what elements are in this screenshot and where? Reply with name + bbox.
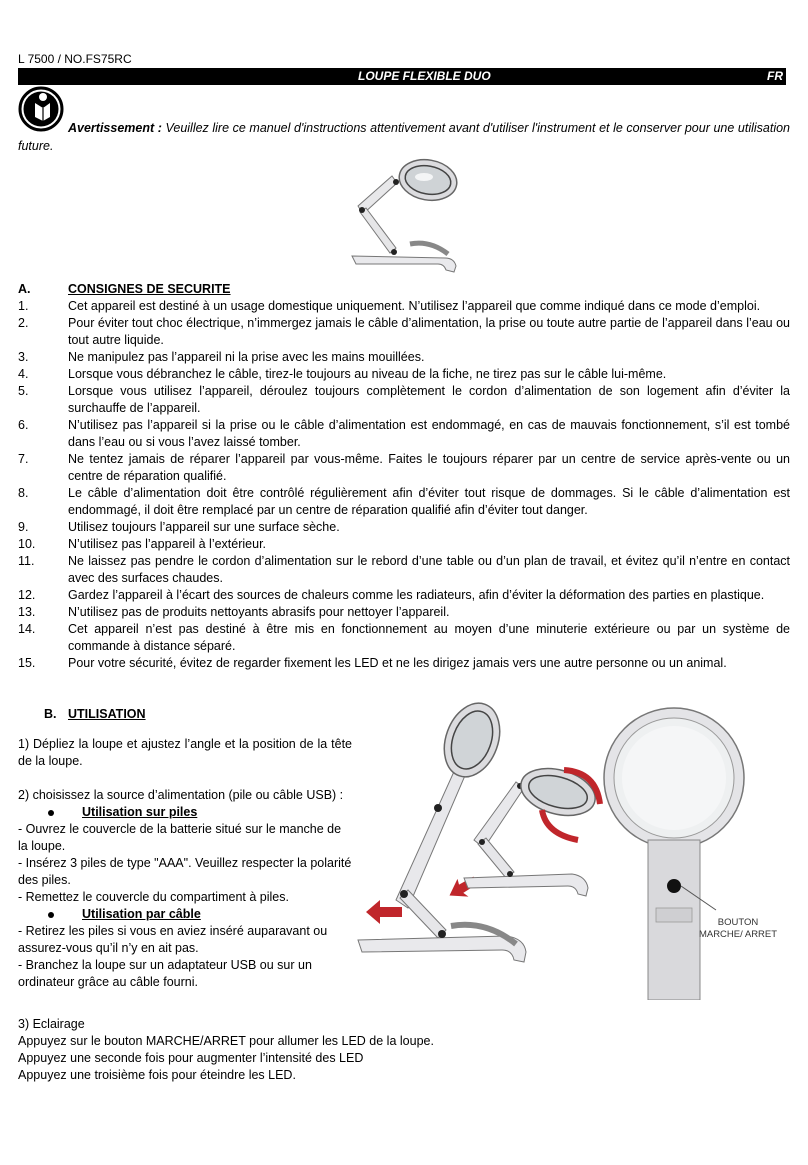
list-item: 14. Cet appareil n’est pas destiné à être mis en fonctionnement au moyen d’une minuterie extérieure ou par un système de commande à distance séparé. bbox=[18, 622, 790, 653]
lighting-step: Appuyez une troisième fois pour éteindre les LED. bbox=[18, 1068, 296, 1082]
adjusting-magnifier-image bbox=[464, 761, 600, 896]
list-item: 3. Ne manipulez pas l’appareil ni la prise avec les mains mouillées. bbox=[18, 350, 425, 364]
lighting-step: Appuyez sur le bouton MARCHE/ARRET pour allumer les LED de la loupe. bbox=[18, 1034, 434, 1048]
list-item: 9. Utilisez toujours l’appareil sur une surface sèche. bbox=[18, 520, 340, 534]
language-code: FR bbox=[767, 69, 783, 83]
list-item: 13. N’utilisez pas de produits nettoyants abrasifs pour nettoyer l’appareil. bbox=[18, 605, 450, 619]
step-3: 3) Eclairage bbox=[18, 1017, 85, 1031]
section-b-heading bbox=[18, 707, 318, 724]
title-bar bbox=[18, 68, 786, 85]
usage-instructions bbox=[18, 736, 352, 991]
safety-rules-list bbox=[18, 298, 790, 672]
section-a-letter: A. bbox=[18, 282, 31, 296]
model-number: L 7500 / NO.FS75RC bbox=[18, 52, 132, 66]
list-item: 1. Cet appareil est destiné à un usage domestique uniquement. N’utilisez l’appareil que comme indiqué dans ce mode d’emploi. bbox=[18, 299, 761, 313]
list-item: 12. Gardez l’appareil à l’écart des sources de chaleurs comme les radiateurs, afin d’éviter la déformation des parties en plastique. bbox=[18, 588, 765, 602]
button-callout bbox=[690, 917, 786, 941]
list-item: 2. Pour éviter tout choc électrique, n’immergez jamais le câble d’alimentation, la prise ou toute autre partie de l’appareil dans l’eau ou tout autre liquide. bbox=[18, 316, 790, 347]
warning-label: Avertissement : bbox=[68, 121, 162, 135]
section-a-title: CONSIGNES DE SECURITE bbox=[68, 282, 231, 296]
lighting-instructions bbox=[18, 1016, 798, 1084]
document-title: LOUPE FLEXIBLE DUO bbox=[358, 69, 491, 83]
magnifier-usage-illustration bbox=[356, 700, 796, 1000]
power-button-icon bbox=[667, 879, 681, 893]
list-item: 11. Ne laissez pas pendre le cordon d’alimentation sur le rebord d’une table ou d’un plan de travail, et évitez qu’il n’entre en contact avec des surfaces chaudes. bbox=[18, 554, 790, 585]
batteries-subheading: Utilisation sur piles bbox=[18, 804, 352, 821]
list-item: 7. Ne tentez jamais de réparer l’appareil par vous-même. Faites le toujours réparer par un centre de service après-vente ou un centre de réparation qualifié. bbox=[18, 452, 790, 483]
list-item: 15. Pour votre sécurité, évitez de regarder fixement les LED et ne les dirigez jamais vers une autre personne ou un animal. bbox=[18, 656, 727, 670]
warning-text: Veuillez lire ce manuel d'instructions attentivement avant d'utiliser l'instrument et le conserver pour une utilisation future. bbox=[18, 121, 790, 153]
list-item: 4. Lorsque vous débranchez le câble, tirez-le toujours au niveau de la fiche, ne tirez pas sur le câble lui-même. bbox=[18, 367, 667, 381]
folded-magnifier-image bbox=[350, 158, 460, 278]
list-item: 6. N’utilisez pas l’appareil si la prise ou le câble d’alimentation est endommagé, en cas de mauvais fonctionnement, s’il est tombé dans l’eau ou si vous l’avez laissé tomber. bbox=[18, 418, 790, 449]
section-b-title: UTILISATION bbox=[68, 707, 146, 721]
step-2: 2) choisissez la source d’alimentation (pile ou câble USB) : bbox=[18, 788, 344, 802]
cable-subheading: Utilisation par câble bbox=[18, 906, 352, 923]
bullet-icon bbox=[48, 810, 54, 816]
button-label-line-1: BOUTON bbox=[717, 917, 759, 928]
list-item: 10. N’utilisez pas l’appareil à l’extérieur. bbox=[18, 537, 267, 551]
cable-step: - Retirez les piles si vous en aviez inséré auparavant ou assurez-vous qu’il n’y en ait pas. bbox=[18, 924, 328, 955]
section-a-heading bbox=[18, 282, 318, 299]
battery-step: - Ouvrez le couvercle de la batterie situé sur le manche de la loupe. bbox=[18, 822, 342, 853]
unfolding-magnifier-image bbox=[358, 700, 526, 962]
list-item: 8. Le câble d’alimentation doit être contrôlé régulièrement afin d’éviter tout risque de dommages. Si le câble d’alimentation est endommagé, il doit être remplacé par un centre de réparation qualifié afin d’éviter tout danger. bbox=[18, 486, 790, 517]
battery-step: - Remettez le couvercle du compartiment à piles. bbox=[18, 890, 289, 904]
handheld-magnifier-image bbox=[604, 708, 744, 1000]
step-1: 1) Dépliez la loupe et ajustez l’angle et la position de la tête de la loupe. bbox=[18, 737, 352, 768]
button-label-line-2: MARCHE/ ARRET bbox=[698, 929, 778, 940]
section-b-letter: B. bbox=[44, 707, 57, 721]
lighting-step: Appuyez une seconde fois pour augmenter l’intensité des LED bbox=[18, 1051, 364, 1065]
left-arrow-icon bbox=[366, 900, 402, 924]
list-item: 5. Lorsque vous utilisez l’appareil, déroulez toujours complètement le cordon d’alimentation de son logement afin d’éviter la surchauffe de l’appareil. bbox=[18, 384, 790, 415]
warning-paragraph bbox=[18, 119, 790, 155]
cable-step: - Branchez la loupe sur un adaptateur USB ou sur un ordinateur grâce au câble fourni. bbox=[18, 958, 312, 989]
battery-step: - Insérez 3 piles de type "AAA". Veuillez respecter la polarité des piles. bbox=[18, 856, 352, 887]
bullet-icon bbox=[48, 912, 54, 918]
